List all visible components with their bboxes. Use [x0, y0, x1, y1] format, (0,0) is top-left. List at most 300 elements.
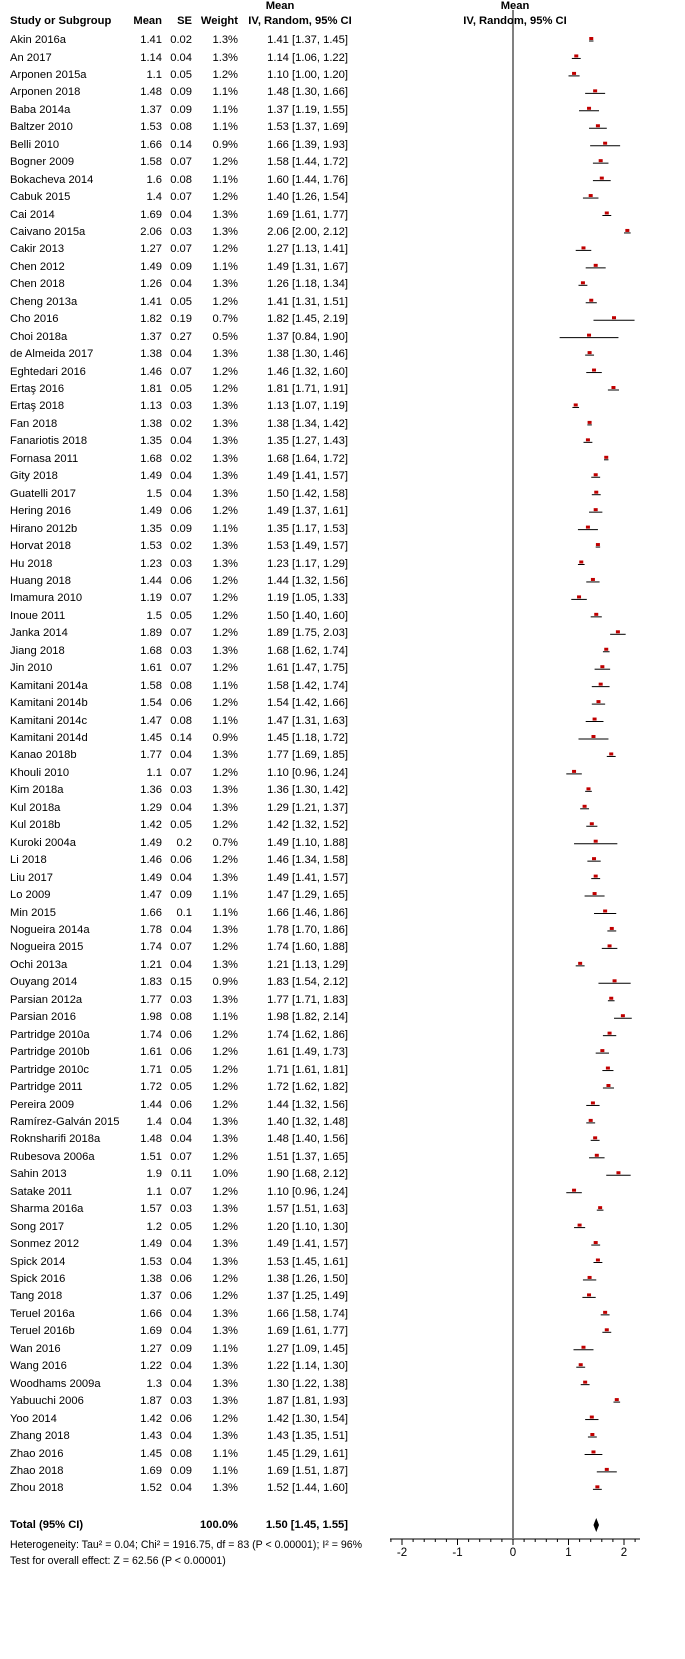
study-weight: 1.2%	[212, 1150, 238, 1163]
study-mean: 1.49	[140, 260, 162, 273]
study-se: 0.04	[170, 1133, 192, 1146]
study-mean: 1.46	[140, 854, 162, 867]
point-estimate	[605, 1328, 609, 1331]
study-name: Inoue 2011	[10, 609, 66, 622]
study-mean: 1.68	[140, 452, 162, 465]
study-name: Horvat 2018	[10, 540, 71, 552]
study-weight: 1.1%	[212, 1342, 238, 1355]
study-weight: 1.3%	[212, 487, 238, 500]
point-estimate	[595, 1154, 599, 1157]
point-estimate	[594, 613, 598, 616]
study-mean: 1.23	[140, 557, 162, 570]
study-weight: 0.5%	[212, 330, 238, 343]
study-name: Bogner 2009	[10, 156, 75, 169]
study-mean: 1.35	[140, 435, 162, 448]
point-estimate	[595, 1485, 599, 1488]
mean-column-header: Mean	[133, 15, 162, 27]
study-weight: 1.3%	[212, 348, 238, 361]
study-name: Akin 2016a	[10, 34, 66, 46]
study-ci: 1.35 [1.17, 1.53]	[267, 522, 348, 535]
study-ci: 1.53 [1.37, 1.69]	[267, 121, 348, 134]
study-name: Fanariotis 2018	[10, 435, 88, 448]
study-ci: 1.37 [1.25, 1.49]	[267, 1290, 348, 1303]
study-ci: 1.77 [1.71, 1.83]	[267, 993, 348, 1006]
study-se: 0.04	[170, 1307, 192, 1320]
point-estimate	[596, 700, 600, 703]
study-name: Khouli 2010	[10, 766, 70, 779]
study-mean: 1.61	[140, 1046, 162, 1059]
study-ci: 1.71 [1.61, 1.81]	[267, 1063, 348, 1076]
study-name: Kuroki 2004a	[10, 836, 76, 849]
study-ci: 1.44 [1.32, 1.56]	[267, 574, 348, 587]
study-weight: 1.3%	[212, 1203, 238, 1216]
study-mean: 1.19	[140, 592, 162, 605]
point-estimate	[596, 543, 600, 546]
study-ci: 1.35 [1.27, 1.43]	[267, 435, 348, 448]
study-mean: 1.22	[140, 1360, 162, 1373]
study-weight: 1.1%	[212, 1464, 238, 1477]
point-estimate	[591, 1101, 595, 1104]
study-mean: 1.71	[140, 1063, 162, 1076]
study-ci: 1.30 [1.22, 1.38]	[267, 1377, 348, 1390]
study-ci: 1.37 [0.84, 1.90]	[267, 330, 348, 343]
total-diamond	[593, 1518, 599, 1532]
point-estimate	[590, 822, 594, 825]
study-se: 0.04	[170, 1255, 192, 1268]
study-ci: 1.40 [1.32, 1.48]	[267, 1115, 348, 1128]
study-ci: 1.10 [1.00, 1.20]	[267, 68, 348, 81]
study-mean: 1.82	[140, 313, 162, 326]
study-mean: 1.9	[146, 1168, 162, 1181]
study-weight: 1.3%	[212, 1115, 238, 1128]
study-mean: 1.47	[140, 889, 162, 901]
study-name: Wang 2016	[10, 1360, 67, 1373]
study-se: 0.04	[170, 470, 192, 483]
study-ci: 1.43 [1.35, 1.51]	[267, 1430, 348, 1442]
study-ci: 1.98 [1.82, 2.14]	[267, 1011, 348, 1024]
point-estimate	[593, 892, 597, 895]
study-ci: 1.68 [1.62, 1.74]	[267, 644, 348, 657]
study-se: 0.04	[170, 923, 192, 936]
study-weight: 1.3%	[212, 1395, 238, 1408]
point-estimate	[616, 630, 620, 633]
x-tick-label: -1	[452, 1547, 463, 1559]
study-se: 0.07	[170, 191, 192, 203]
point-estimate	[589, 37, 593, 40]
study-ci: 1.87 [1.81, 1.93]	[267, 1395, 348, 1408]
study-weight: 1.3%	[212, 1307, 238, 1320]
study-name: Guatelli 2017	[10, 487, 76, 500]
study-mean: 1.1	[146, 766, 162, 779]
study-ci: 1.10 [0.96, 1.24]	[267, 1185, 348, 1198]
study-weight: 1.3%	[212, 993, 238, 1006]
study-mean: 1.38	[140, 1273, 162, 1285]
study-weight: 0.9%	[212, 976, 238, 989]
study-weight: 1.3%	[212, 1238, 238, 1250]
study-mean: 1.74	[140, 1028, 162, 1041]
study-name: Choi 2018a	[10, 330, 68, 343]
study-se: 0.14	[170, 732, 192, 744]
study-se: 0.06	[170, 1290, 192, 1303]
study-name: Parsian 2012a	[10, 993, 83, 1006]
study-weight: 0.7%	[212, 313, 238, 326]
study-se: 0.07	[170, 662, 192, 675]
point-estimate	[606, 1084, 610, 1087]
study-name: Kul 2018a	[10, 801, 61, 814]
study-se: 0.06	[170, 1046, 192, 1059]
point-estimate	[606, 1067, 610, 1070]
point-estimate	[613, 979, 617, 982]
study-weight: 1.2%	[212, 1098, 238, 1111]
point-estimate	[583, 1381, 587, 1384]
study-weight: 1.2%	[212, 505, 238, 518]
point-estimate	[604, 648, 608, 651]
study-weight: 1.2%	[212, 1290, 238, 1303]
study-weight: 1.3%	[212, 400, 238, 413]
study-mean: 1.4	[146, 191, 162, 203]
study-weight: 1.3%	[212, 1360, 238, 1373]
study-ci: 1.46 [1.34, 1.58]	[267, 854, 348, 867]
study-name: Fan 2018	[10, 417, 58, 430]
point-estimate	[587, 1293, 591, 1296]
study-ci: 1.26 [1.18, 1.34]	[267, 278, 348, 291]
study-se: 0.04	[170, 1115, 192, 1128]
study-mean: 1.41	[140, 295, 162, 308]
study-name: Teruel 2016b	[10, 1325, 75, 1338]
study-ci: 1.58 [1.42, 1.74]	[267, 679, 348, 692]
study-mean: 1.38	[140, 348, 162, 361]
study-ci: 1.54 [1.42, 1.66]	[267, 697, 348, 710]
study-mean: 1.69	[140, 1464, 162, 1477]
study-ci: 1.20 [1.10, 1.30]	[267, 1220, 348, 1233]
study-mean: 1.43	[140, 1430, 162, 1442]
study-mean: 1.53	[140, 121, 162, 134]
study-name: Kamitani 2014c	[10, 714, 88, 727]
study-weight: 1.3%	[212, 34, 238, 46]
study-mean: 1.45	[140, 732, 162, 744]
study-mean: 1.66	[140, 138, 162, 151]
study-name: Wan 2016	[10, 1342, 61, 1355]
study-weight: 1.2%	[212, 243, 238, 256]
study-mean: 1.26	[140, 278, 162, 291]
point-estimate	[579, 1363, 583, 1366]
study-se: 0.04	[170, 1360, 192, 1373]
study-se: 0.06	[170, 1273, 192, 1285]
point-estimate	[603, 142, 607, 145]
study-se: 0.07	[170, 941, 192, 954]
study-mean: 1.35	[140, 522, 162, 535]
study-mean: 1.5	[146, 487, 162, 500]
study-mean: 1.48	[140, 1133, 162, 1146]
study-ci: 1.23 [1.17, 1.29]	[267, 557, 348, 570]
study-se: 0.19	[170, 313, 192, 326]
study-weight: 0.7%	[212, 836, 238, 849]
study-mean: 1.49	[140, 470, 162, 483]
study-mean: 1.58	[140, 679, 162, 692]
study-name: Eghtedari 2016	[10, 365, 86, 378]
study-weight: 1.1%	[212, 86, 238, 99]
study-weight: 1.1%	[212, 103, 238, 116]
study-name: Roknsharifi 2018a	[10, 1133, 101, 1146]
point-estimate	[594, 264, 598, 267]
study-name: Partridge 2010a	[10, 1028, 90, 1041]
point-estimate	[594, 875, 598, 878]
point-estimate	[593, 1136, 597, 1139]
study-ci: 1.29 [1.21, 1.37]	[267, 801, 348, 814]
study-ci: 1.69 [1.61, 1.77]	[267, 1325, 348, 1338]
overall-effect-text: Test for overall effect: Z = 62.56 (P < 0.00001)	[10, 1555, 226, 1567]
study-se: 0.04	[170, 1377, 192, 1390]
study-ci: 1.10 [0.96, 1.24]	[267, 766, 348, 779]
study-ci: 1.27 [1.09, 1.45]	[267, 1342, 348, 1355]
point-estimate	[572, 1189, 576, 1192]
study-mean: 1.89	[140, 627, 162, 640]
study-name: Baba 2014a	[10, 103, 71, 116]
study-se: 0.02	[170, 540, 192, 552]
study-mean: 1.52	[140, 1482, 162, 1495]
study-weight: 1.3%	[212, 871, 238, 884]
study-mean: 1.48	[140, 86, 162, 99]
study-name: Arponen 2018	[10, 86, 81, 99]
study-weight: 1.3%	[212, 749, 238, 762]
study-ci: 1.61 [1.49, 1.73]	[267, 1046, 348, 1059]
study-se: 0.02	[170, 34, 192, 46]
study-weight: 1.3%	[212, 278, 238, 291]
study-weight: 1.3%	[212, 1430, 238, 1442]
study-se: 0.03	[170, 225, 192, 238]
study-mean: 1.41	[140, 34, 162, 46]
point-estimate	[572, 770, 576, 773]
point-estimate	[586, 526, 590, 529]
study-name: Li 2018	[10, 854, 47, 867]
study-name: Kamitani 2014d	[10, 732, 88, 744]
study-ci: 1.22 [1.14, 1.30]	[267, 1360, 348, 1373]
point-estimate	[594, 491, 598, 494]
study-mean: 1.54	[140, 697, 162, 710]
study-mean: 1.98	[140, 1011, 162, 1024]
point-estimate	[581, 281, 585, 284]
study-name: Zhang 2018	[10, 1430, 70, 1442]
total-ci: 1.50 [1.45, 1.55]	[265, 1519, 348, 1531]
point-estimate	[599, 683, 603, 686]
point-estimate	[591, 1450, 595, 1453]
study-se: 0.07	[170, 365, 192, 378]
study-name: Partridge 2010b	[10, 1046, 90, 1059]
study-se: 0.04	[170, 348, 192, 361]
study-name: Rubesova 2006a	[10, 1150, 95, 1163]
study-mean: 1.83	[140, 976, 162, 989]
study-name: Yoo 2014	[10, 1412, 57, 1425]
point-estimate	[591, 735, 595, 738]
study-name: Sharma 2016a	[10, 1203, 84, 1216]
study-ci: 1.53 [1.49, 1.57]	[267, 540, 348, 552]
point-estimate	[578, 962, 582, 965]
study-weight: 1.3%	[212, 1482, 238, 1495]
study-mean: 1.78	[140, 923, 162, 936]
study-ci: 1.78 [1.70, 1.86]	[267, 923, 348, 936]
study-se: 0.04	[170, 1430, 192, 1442]
study-name: Cabuk 2015	[10, 191, 71, 203]
study-se: 0.04	[170, 278, 192, 291]
point-estimate	[594, 508, 598, 511]
study-mean: 1.42	[140, 1412, 162, 1425]
study-se: 0.04	[170, 1238, 192, 1250]
study-weight: 1.1%	[212, 1011, 238, 1024]
study-se: 0.04	[170, 487, 192, 500]
point-estimate	[609, 997, 613, 1000]
study-weight: 1.2%	[212, 295, 238, 308]
study-se: 0.05	[170, 819, 192, 832]
study-name: Jin 2010	[10, 662, 53, 675]
study-ci: 1.47 [1.29, 1.65]	[267, 889, 348, 901]
point-estimate	[596, 1259, 600, 1262]
study-ci: 1.42 [1.32, 1.52]	[267, 819, 348, 832]
point-estimate	[572, 72, 576, 75]
point-estimate	[603, 910, 607, 913]
study-mean: 1.49	[140, 1238, 162, 1250]
study-ci: 1.45 [1.18, 1.72]	[267, 732, 348, 744]
study-mean: 1.44	[140, 1098, 162, 1111]
study-se: 0.03	[170, 993, 192, 1006]
study-mean: 1.69	[140, 1325, 162, 1338]
study-ci: 1.82 [1.45, 2.19]	[267, 313, 348, 326]
point-estimate	[581, 246, 585, 249]
study-mean: 1.49	[140, 505, 162, 518]
se-column-header: SE	[177, 15, 192, 27]
study-ci: 1.40 [1.26, 1.54]	[267, 191, 348, 203]
point-estimate	[581, 1346, 585, 1349]
study-se: 0.06	[170, 1098, 192, 1111]
study-mean: 1.61	[140, 662, 162, 675]
study-name: Kamitani 2014b	[10, 697, 88, 710]
point-estimate	[605, 212, 609, 215]
study-ci: 1.13 [1.07, 1.19]	[267, 400, 348, 413]
study-weight: 1.3%	[212, 51, 238, 64]
study-name: Woodhams 2009a	[10, 1377, 101, 1390]
study-weight: 1.3%	[212, 923, 238, 936]
x-tick-label: 1	[565, 1547, 572, 1559]
study-se: 0.09	[170, 103, 192, 116]
study-se: 0.06	[170, 1028, 192, 1041]
study-name: Lo 2009	[10, 889, 51, 901]
study-weight: 1.3%	[212, 784, 238, 797]
study-mean: 1.47	[140, 714, 162, 727]
study-name: Cheng 2013a	[10, 295, 78, 308]
point-estimate	[609, 752, 613, 755]
study-name: Nogueira 2014a	[10, 923, 90, 936]
plot-group-header: Mean	[500, 0, 530, 12]
study-weight: 1.1%	[212, 679, 238, 692]
study-mean: 1.36	[140, 784, 162, 797]
study-ci: 1.46 [1.32, 1.60]	[267, 365, 348, 378]
point-estimate	[589, 1119, 593, 1122]
study-se: 0.07	[170, 1150, 192, 1163]
study-name: Song 2017	[10, 1220, 65, 1233]
study-name: Cai 2014	[10, 208, 55, 221]
study-mean: 1.81	[140, 383, 162, 395]
study-name: Kanao 2018b	[10, 749, 77, 762]
study-mean: 1.37	[140, 330, 162, 343]
study-weight: 1.3%	[212, 557, 238, 570]
study-name: Spick 2016	[10, 1273, 66, 1285]
study-ci: 1.44 [1.32, 1.56]	[267, 1098, 348, 1111]
study-mean: 1.37	[140, 103, 162, 116]
study-mean: 1.6	[146, 173, 162, 186]
study-se: 0.04	[170, 801, 192, 814]
study-se: 0.06	[170, 697, 192, 710]
study-name: Tang 2018	[10, 1290, 63, 1303]
total-weight: 100.0%	[200, 1519, 238, 1531]
study-mean: 1.5	[146, 609, 162, 622]
study-ci: 1.66 [1.58, 1.74]	[267, 1307, 348, 1320]
point-estimate	[579, 561, 583, 564]
study-se: 0.09	[170, 889, 192, 901]
study-name: Zhao 2018	[10, 1464, 64, 1477]
study-weight: 1.1%	[212, 121, 238, 134]
study-mean: 1.27	[140, 243, 162, 256]
point-estimate	[611, 386, 615, 389]
study-ci: 1.38 [1.34, 1.42]	[267, 417, 348, 430]
point-estimate	[625, 229, 629, 232]
study-name: Ouyang 2014	[10, 976, 78, 989]
study-ci: 1.41 [1.31, 1.51]	[267, 295, 348, 308]
study-se: 0.27	[170, 330, 192, 343]
study-se: 0.05	[170, 295, 192, 308]
study-ci: 1.41 [1.37, 1.45]	[267, 34, 348, 46]
study-mean: 1.2	[146, 1220, 162, 1233]
study-se: 0.06	[170, 854, 192, 867]
study-ci: 1.49 [1.37, 1.61]	[267, 505, 348, 518]
study-name: Hirano 2012b	[10, 522, 78, 535]
study-column-header: Study or Subgroup	[10, 15, 112, 27]
point-estimate	[608, 1032, 612, 1035]
study-weight: 1.2%	[212, 819, 238, 832]
study-mean: 1.29	[140, 801, 162, 814]
point-estimate	[596, 124, 600, 127]
study-se: 0.06	[170, 1412, 192, 1425]
study-weight: 1.1%	[212, 1447, 238, 1460]
study-weight: 1.2%	[212, 68, 238, 81]
study-weight: 1.3%	[212, 452, 238, 465]
study-name: Min 2015	[10, 906, 57, 919]
study-mean: 1.57	[140, 1203, 162, 1216]
study-se: 0.04	[170, 871, 192, 884]
study-ci: 1.38 [1.26, 1.50]	[267, 1273, 348, 1285]
study-name: Belli 2010	[10, 138, 60, 151]
study-ci: 1.49 [1.41, 1.57]	[267, 470, 348, 483]
study-name: Hu 2018	[10, 557, 53, 570]
study-weight: 1.2%	[212, 1028, 238, 1041]
study-name: Nogueira 2015	[10, 941, 84, 954]
study-mean: 1.77	[140, 749, 162, 762]
study-mean: 1.42	[140, 819, 162, 832]
point-estimate	[586, 438, 590, 441]
study-mean: 1.27	[140, 1342, 162, 1355]
study-mean: 1.66	[140, 906, 162, 919]
study-weight: 1.2%	[212, 766, 238, 779]
study-weight: 1.3%	[212, 958, 238, 971]
study-se: 0.09	[170, 86, 192, 99]
point-estimate	[599, 159, 603, 162]
study-name: Baltzer 2010	[10, 121, 73, 134]
study-ci: 2.06 [2.00, 2.12]	[267, 225, 348, 238]
study-se: 0.02	[170, 417, 192, 430]
study-mean: 1.72	[140, 1081, 162, 1093]
study-weight: 1.1%	[212, 522, 238, 535]
point-estimate	[586, 787, 590, 790]
study-weight: 1.2%	[212, 941, 238, 954]
study-ci: 1.52 [1.44, 1.60]	[267, 1482, 348, 1495]
